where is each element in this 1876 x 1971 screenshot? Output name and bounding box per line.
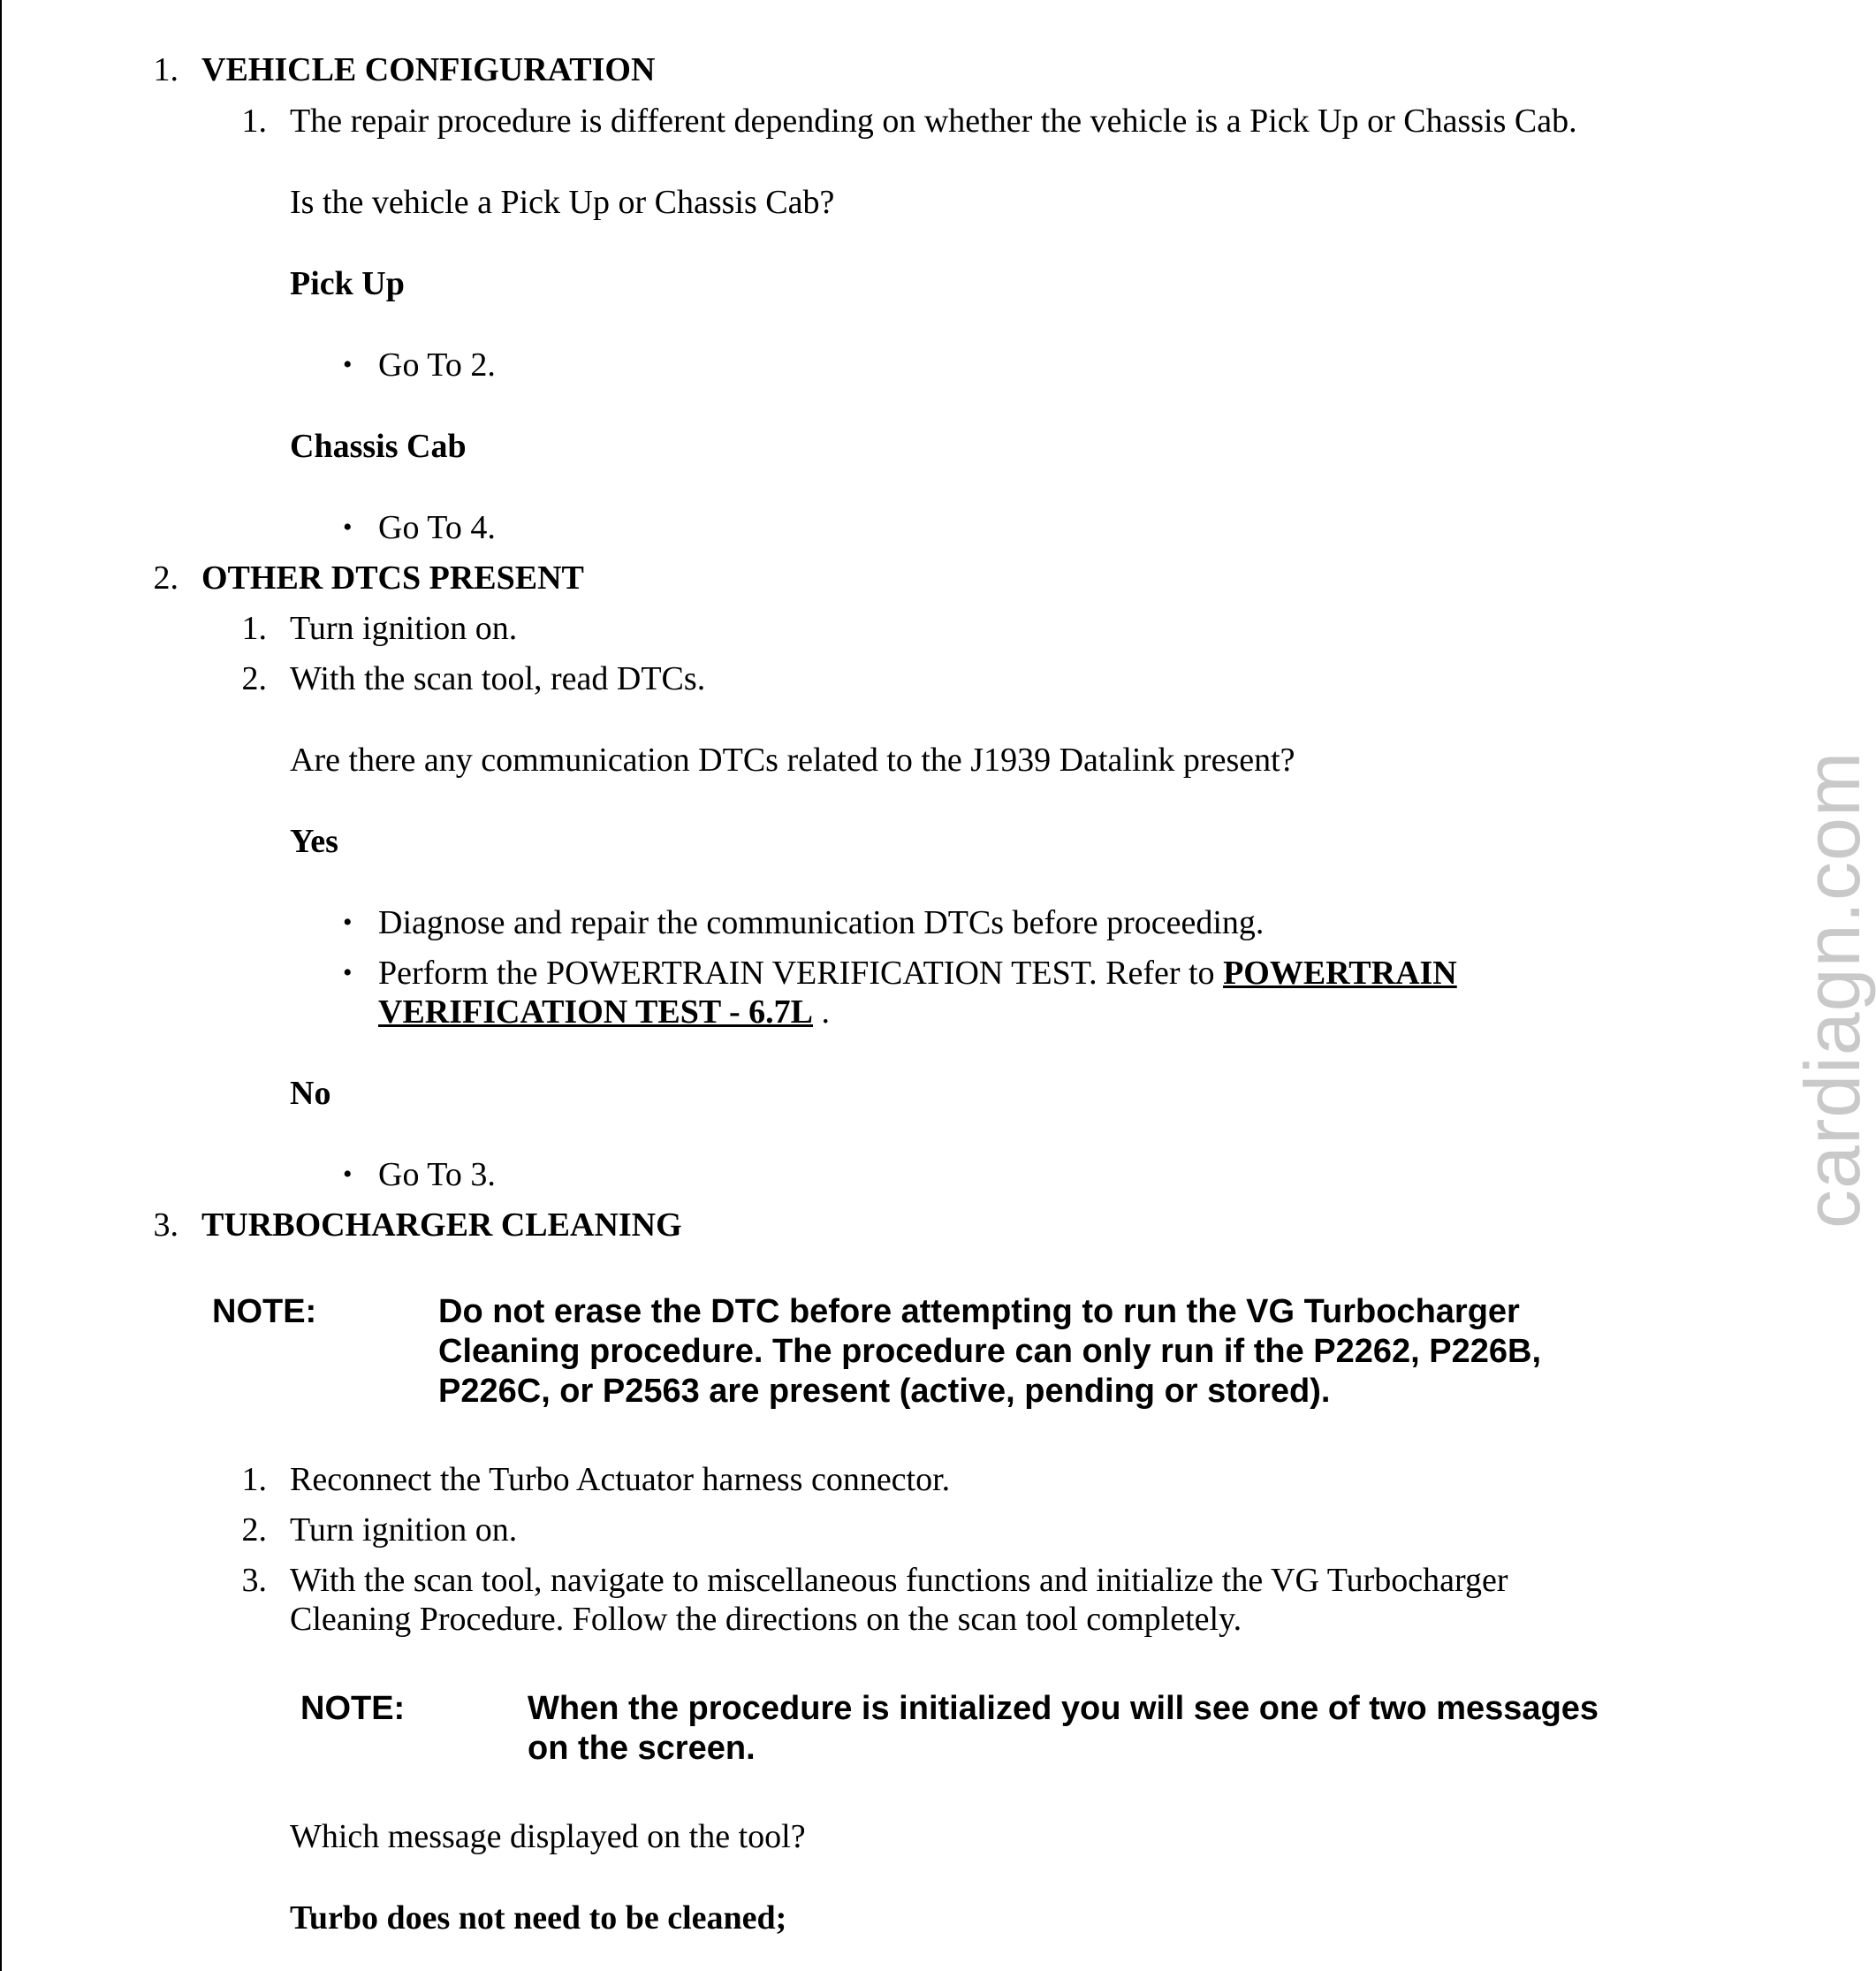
answer-label: Turbo does not need to be cleaned; xyxy=(290,1899,787,1937)
step-number: 1. xyxy=(241,610,267,647)
bullet-text: Diagnose and repair the communication DTCs before proceeding. xyxy=(378,904,1265,941)
bullet-text: Go To 4. xyxy=(378,509,496,546)
note-label: NOTE: xyxy=(300,1690,406,1727)
answer-label: No xyxy=(290,1075,331,1112)
powertrain-verification-link-cont[interactable]: VERIFICATION TEST - 6.7L xyxy=(378,993,814,1031)
bullet-icon: • xyxy=(343,513,353,542)
step-text: With the scan tool, read DTCs. xyxy=(290,660,706,697)
note-text: on the screen. xyxy=(528,1730,756,1767)
question-text: Are there any communication DTCs related to the J1939 Datalink present? xyxy=(290,742,1295,779)
link-suffix: . xyxy=(821,993,831,1031)
step-text: With the scan tool, navigate to miscellaneous functions and initialize the VG Turbocharger xyxy=(290,1562,1508,1599)
powertrain-verification-link[interactable]: POWERTRAIN xyxy=(1223,955,1457,992)
bullet-icon: • xyxy=(343,908,353,937)
bullet-text-continuation xyxy=(378,993,830,1031)
question-text: Is the vehicle a Pick Up or Chassis Cab? xyxy=(290,184,835,221)
answer-label: Pick Up xyxy=(290,265,405,302)
note-text: When the procedure is initialized you will see one of two messages xyxy=(528,1690,1599,1727)
step-text: The repair procedure is different depending on whether the vehicle is a Pick Up or Chassis Cab. xyxy=(290,103,1577,140)
bullet-text: Go To 2. xyxy=(378,346,496,384)
step-number: 1. xyxy=(241,1461,267,1498)
bullet-icon: • xyxy=(343,350,353,379)
bullet-text: Go To 3. xyxy=(378,1156,496,1193)
watermark-text: cardiagn.com xyxy=(1789,750,1876,1229)
step-text-continuation: Cleaning Procedure. Follow the directions on the scan tool completely. xyxy=(290,1601,1242,1638)
note-label: NOTE: xyxy=(212,1293,317,1330)
step-text: Turn ignition on. xyxy=(290,610,518,647)
section-title: VEHICLE CONFIGURATION xyxy=(201,51,656,88)
step-number: 1. xyxy=(241,103,267,140)
answer-label: Chassis Cab xyxy=(290,428,467,465)
step-number: 2. xyxy=(241,1511,267,1549)
note-text: Do not erase the DTC before attempting to run the VG Turbocharger xyxy=(438,1293,1520,1330)
section-number: 1. xyxy=(153,51,178,88)
section-title: TURBOCHARGER CLEANING xyxy=(201,1206,682,1244)
bullet-icon: • xyxy=(343,958,353,987)
step-number: 2. xyxy=(241,660,267,697)
note-text: Cleaning procedure. The procedure can only run if the P2262, P226B, xyxy=(438,1333,1542,1370)
bullet-text-prefix: Perform the POWERTRAIN VERIFICATION TEST. Refer to xyxy=(378,955,1215,992)
note-text: P226C, or P2563 are present (active, pending or stored). xyxy=(438,1373,1331,1410)
section-number: 3. xyxy=(153,1206,178,1244)
bullet-icon: • xyxy=(343,1160,353,1189)
question-text: Which message displayed on the tool? xyxy=(290,1818,806,1855)
section-title: OTHER DTCS PRESENT xyxy=(201,559,584,597)
answer-label: Yes xyxy=(290,823,338,860)
section-number: 2. xyxy=(153,559,178,597)
step-text: Turn ignition on. xyxy=(290,1511,518,1549)
step-text: Reconnect the Turbo Actuator harness connector. xyxy=(290,1461,951,1498)
step-number: 3. xyxy=(241,1562,267,1599)
bullet-text xyxy=(378,954,1457,993)
